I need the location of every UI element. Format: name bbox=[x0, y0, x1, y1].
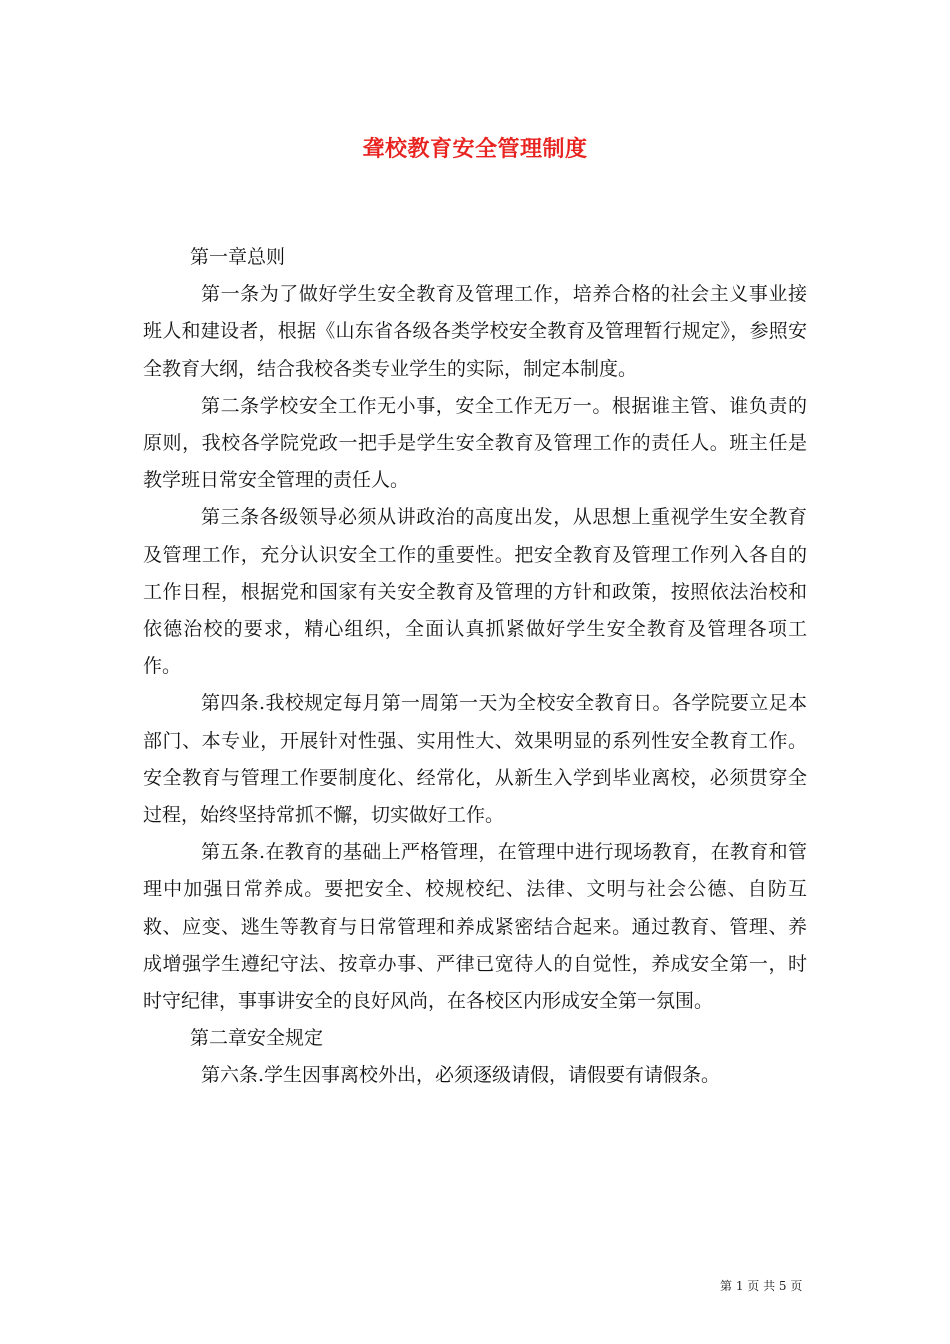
document-title: 聋校教育安全管理制度 bbox=[362, 136, 588, 162]
article-6: 第六条.学生因事离校外出，必须逐级请假，请假要有请假条。 bbox=[201, 1064, 721, 1087]
article-1: 第一条为了做好学生安全教育及管理工作，培养合格的社会主义事业接班人和建设者，根据《山东省各级各类学校安全教育及管理暂行规定》，参照安全教育大纲，结合我校各类专业学生的实际，制定本制度。 bbox=[143, 283, 807, 380]
page-number: 第 1 页 共 5 页 bbox=[720, 1279, 803, 1293]
article-3: 第三条各级领导必须从讲政治的高度出发，从思想上重视学生安全教育及管理工作，充分认识安全工作的重要性。把安全教育及管理工作列入各自的工作日程，根据党和国家有关安全教育及管理的方针和政策，按照依法治校和依德治校的要求，精心组织，全面认真抓紧做好学生安全教育及管理各项工作。 bbox=[143, 506, 807, 678]
article-5: 第五条.在教育的基础上严格管理，在管理中进行现场教育，在教育和管理中加强日常养成。要把安全、校规校纪、法律、文明与社会公德、自防互救、应变、逃生等教育与日常管理和养成紧密结合起来。通过教育、管理、养成增强学生遵纪守法、按章办事、严律已宽待人的自觉性，养成安全第一，时时守纪律，事事讲安全的良好风尚，在各校区内形成安全第一氛围。 bbox=[143, 841, 807, 1013]
article-4: 第四条.我校规定每月第一周第一天为全校安全教育日。各学院要立足本部门、本专业，开展针对性强、实用性大、效果明显的系列性安全教育工作。安全教育与管理工作要制度化、经常化，从新生入学到毕业离校，必须贯穿全过程，始终坚持常抓不懈，切实做好工作。 bbox=[143, 692, 807, 827]
document-body bbox=[143, 239, 807, 1095]
chapter-heading-2: 第二章安全规定 bbox=[190, 1027, 324, 1050]
chapter-heading-1: 第一章总则 bbox=[190, 246, 286, 268]
article-2: 第二条学校安全工作无小事，安全工作无万一。根据谁主管、谁负责的原则，我校各学院党政一把手是学生安全教育及管理工作的责任人。班主任是教学班日常安全管理的责任人。 bbox=[143, 394, 807, 492]
